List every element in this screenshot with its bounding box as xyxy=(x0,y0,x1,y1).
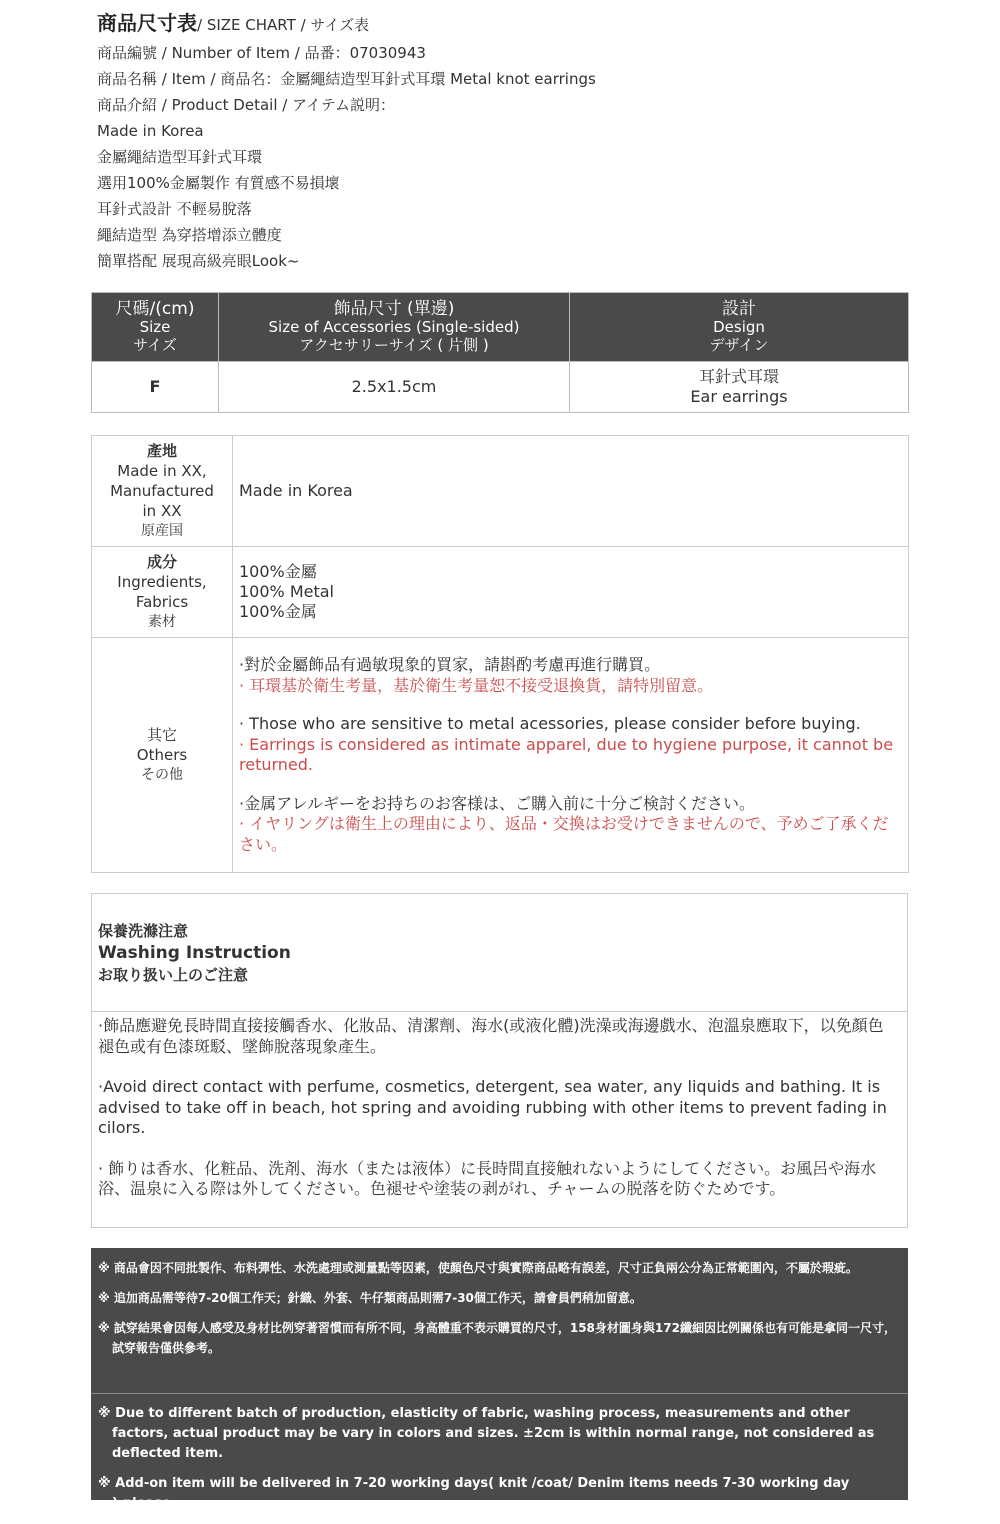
product-detail-line: 金屬繩結造型耳針式耳環 xyxy=(97,148,263,166)
notice-item: ※ Add-on item will be delivered in 7-20 working days( knit /coat/ Denim items needs 7-30 working day ),please xyxy=(98,1476,850,1511)
notice-cn xyxy=(98,1258,900,1368)
accessory-size-column-header xyxy=(219,293,570,362)
washing-title-jp: お取り扱い上のご注意 xyxy=(98,966,249,984)
notice-item: ※ 追加商品需等待7-20個工作天；針織、外套、牛仔類商品則需7-30個工作天，請會員們稍加留意。 xyxy=(98,1291,642,1305)
label-en: Others xyxy=(136,746,188,764)
product-detail-heading: 商品介紹 / Product Detail / アイテム説明： xyxy=(97,96,395,114)
product-detail-line: 耳針式設計 不輕易脫落 xyxy=(97,200,252,218)
size-cell: F xyxy=(92,362,219,413)
label-en: Made in XX, xyxy=(117,462,207,480)
product-detail-line: 繩結造型 為穿搭增添立體度 xyxy=(97,226,282,244)
origin-row xyxy=(92,436,909,547)
header-label-cn: 尺碼/(cm) xyxy=(115,299,195,319)
label-jp: 素材 xyxy=(148,614,176,630)
design-en: Ear earrings xyxy=(690,387,788,406)
washing-text-cn: ·飾品應避免長時間直接接觸香水、化妝品、清潔劑、海水(或液化體)洗澡或海邊戲水、泡溫泉應取下，以免顏色褪色或有色漆斑駁、墜飾脫落現象產生。 xyxy=(98,1016,884,1056)
notice-item: ※ 商品會因不同批製作、布料彈性、水洗處理或測量點等因素，使顏色尺寸與實際商品略有誤差，尺寸正負兩公分為正常範圍內，不屬於瑕疵。 xyxy=(98,1261,858,1275)
product-detail-line: 簡單搭配 展現高級亮眼Look~ xyxy=(97,252,300,270)
header-label-jp: サイズ xyxy=(133,336,177,354)
design-cn: 耳針式耳環 xyxy=(698,367,779,386)
washing-title-cn: 保養洗滌注意 xyxy=(98,922,189,940)
return-policy-note-jp: · イヤリングは衛生上の理由により、返品・交換はお受けできませんので、予めご了承ください。 xyxy=(239,814,889,854)
label-en: in XX xyxy=(142,502,182,520)
ingredient-line: 100%金属 xyxy=(239,602,317,621)
label-jp: 原産国 xyxy=(141,523,183,539)
header-label-cn: 飾品尺寸 (單邊) xyxy=(333,299,455,319)
header-label-en: Design xyxy=(713,318,765,336)
washing-title-en: Washing Instruction xyxy=(98,943,291,963)
ingredients-row xyxy=(92,547,909,638)
label-cn: 產地 xyxy=(146,442,177,460)
label-jp: その他 xyxy=(141,767,183,783)
notice-box xyxy=(91,1248,908,1511)
size-table xyxy=(91,292,909,413)
allergy-note-jp: ·金属アレルギーをお持ちのお客様は、ご購入前に十分ご検討ください。 xyxy=(239,793,756,813)
product-intro xyxy=(97,8,917,274)
divider xyxy=(91,1393,908,1394)
size-table-header-row xyxy=(92,293,909,362)
product-detail-line: 選用100%金屬製作 有質感不易損壞 xyxy=(97,174,340,192)
notice-item: ※ Due to different batch of production, elasticity of fabric, washing process, measurements and other factors, actual product may be vary in colors and sizes. ±2cm is within normal range, not considered as deflected item. xyxy=(98,1406,875,1461)
header-label-en: Size of Accessories (Single-sided) xyxy=(268,318,520,336)
notice-en xyxy=(98,1404,900,1524)
design-cell xyxy=(570,362,909,413)
washing-instruction-body xyxy=(98,1016,899,1200)
others-label xyxy=(92,638,233,873)
label-cn: 成分 xyxy=(146,553,177,571)
notice-item: ※ 試穿結果會因每人感受及身材比例穿著習慣而有所不同，身高體重不表示購買的尺寸，158身材圖身與172纖細因比例關係也有可能是拿同一尺寸，試穿報告僅供參考。 xyxy=(98,1321,896,1355)
label-en: Manufactured xyxy=(110,482,214,500)
others-row xyxy=(92,638,909,873)
ingredients-value xyxy=(233,547,909,638)
dimension-cell: 2.5x1.5cm xyxy=(219,362,570,413)
allergy-note-en: · Those who are sensitive to metal acessories, please consider before buying. xyxy=(239,714,861,733)
label-en: Fabrics xyxy=(135,593,189,611)
header-label-cn: 設計 xyxy=(722,299,756,319)
ingredients-label xyxy=(92,547,233,638)
size-chart-title-rest: / SIZE CHART / サイズ表 xyxy=(197,16,370,34)
origin-value: Made in Korea xyxy=(233,436,909,547)
design-column-header xyxy=(570,293,909,362)
size-chart-title xyxy=(97,8,917,40)
size-column-header xyxy=(92,293,219,362)
header-label-en: Size xyxy=(139,318,171,336)
others-value xyxy=(233,638,909,873)
label-en: Ingredients, xyxy=(117,573,207,591)
ingredient-line: 100%金屬 xyxy=(239,562,317,581)
product-info-table xyxy=(91,435,909,873)
header-label-jp: デザイン xyxy=(709,336,769,354)
table-row xyxy=(92,362,909,413)
washing-text-en: ·Avoid direct contact with perfume, cosmetics, detergent, sea water, any liquids and bathing. It is advised to take off in beach, hot spring and avoiding rubbing with other items to prevent fading in cilors. xyxy=(98,1077,887,1137)
header-label-jp: アクセサリーサイズ ( 片側 ) xyxy=(299,336,489,354)
ingredient-line: 100% Metal xyxy=(239,582,334,601)
label-cn: 其它 xyxy=(146,726,177,744)
product-detail-line: Made in Korea xyxy=(97,122,204,140)
washing-text-jp: · 飾りは香水、化粧品、洗剤、海水（または液体）に長時間直接触れないようにしてください。お風呂や海水浴、温泉に入る際は外してください。色褪せや塗装の剥がれ、チャームの脱落を防ぐためです。 xyxy=(98,1158,877,1198)
washing-instruction-box xyxy=(91,893,908,1228)
item-name-line: 商品名稱 / Item / 商品名：金屬繩結造型耳針式耳環 Metal knot earrings xyxy=(97,70,596,88)
origin-label xyxy=(92,436,233,547)
return-policy-note-en: · Earrings is considered as intimate apparel, due to hygiene purpose, it cannot be returned. xyxy=(239,734,894,774)
washing-instruction-heading xyxy=(98,920,291,986)
size-chart-title-main: 商品尺寸表 xyxy=(97,11,197,35)
allergy-note-cn: ·對於金屬飾品有過敏現象的買家，請斟酌考慮再進行購買。 xyxy=(239,655,661,674)
item-number-line: 商品編號 / Number of Item / 品番：07030943 xyxy=(97,44,426,62)
return-policy-note-cn: · 耳環基於衛生考量，基於衛生考量恕不接受退換貨，請特別留意。 xyxy=(239,675,714,695)
divider xyxy=(92,1011,907,1012)
